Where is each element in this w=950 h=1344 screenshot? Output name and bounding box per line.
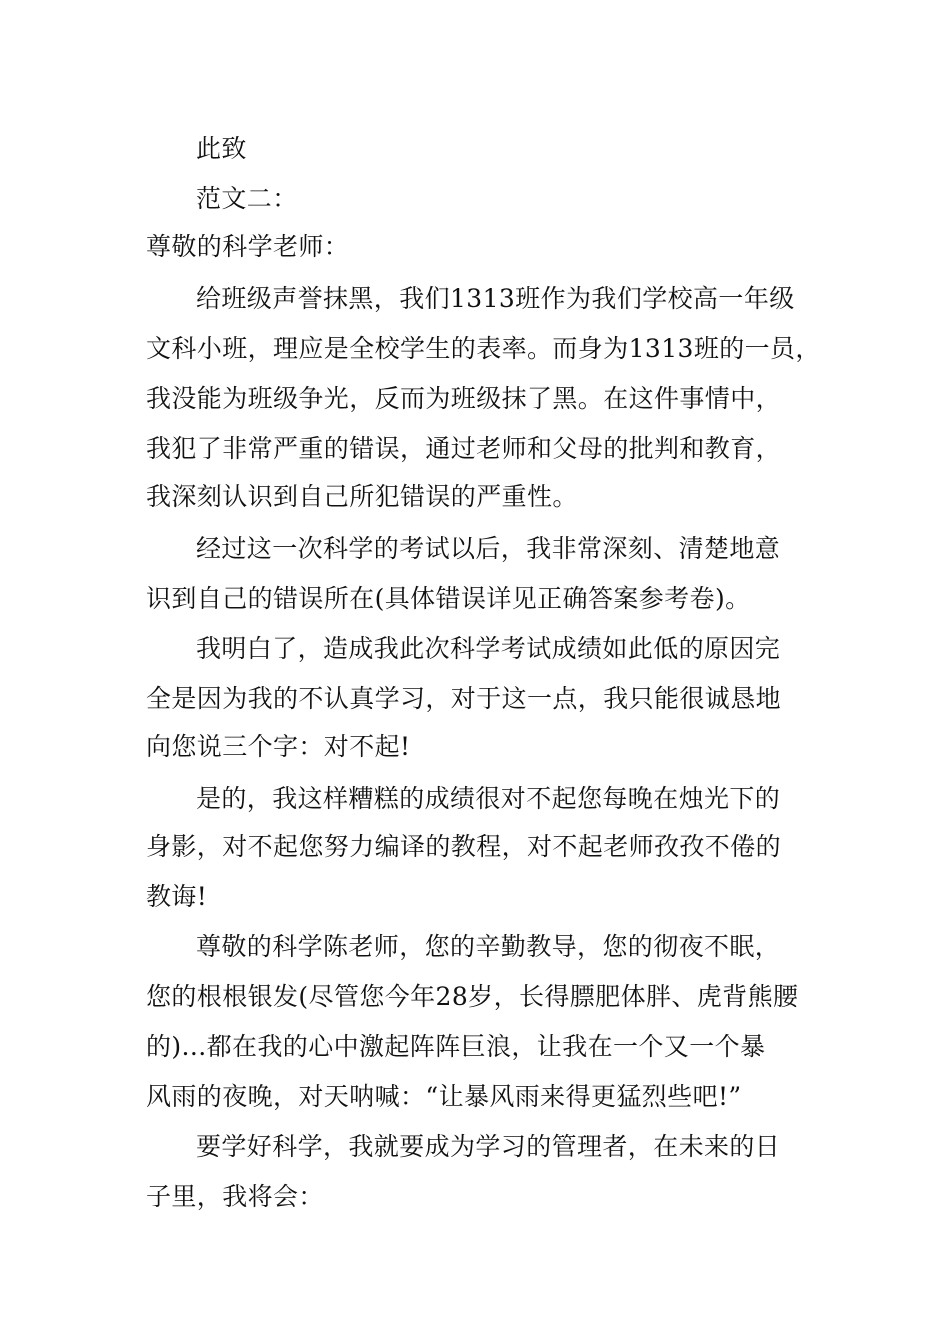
paragraph-1-line-2: 文科小班，理应是全校学生的表率。而身为1313班的一员， (146, 334, 821, 363)
paragraph-1-line-4: 我犯了非常严重的错误，通过老师和父母的批判和教育， (146, 434, 782, 463)
paragraph-5-line-3: 的)...都在我的心中激起阵阵巨浪，让我在一个又一个暴 (146, 1032, 766, 1061)
paragraph-5-line-4: 风雨的夜晚，对天呐喊：“让暴风雨来得更猛烈些吧!” (146, 1082, 742, 1111)
paragraph-1-line-1: 给班级声誉抹黑，我们1313班作为我们学校高一年级 (196, 284, 795, 313)
paragraph-5-line-1: 尊敬的科学陈老师，您的辛勤教导，您的彻夜不眠， (196, 932, 781, 961)
paragraph-6-line-1: 要学好科学，我就要成为学习的管理者，在未来的日 (196, 1132, 781, 1161)
salutation: 尊敬的科学老师： (146, 232, 350, 261)
section-title: 范文二： (196, 184, 298, 213)
paragraph-3-line-1: 我明白了，造成我此次科学考试成绩如此低的原因完 (196, 634, 781, 663)
paragraph-3-line-2: 全是因为我的不认真学习，对于这一点，我只能很诚恳地 (146, 684, 782, 713)
paragraph-4-line-3: 教诲! (146, 882, 208, 911)
paragraph-1-line-3: 我没能为班级争光，反而为班级抹了黑。在这件事情中， (146, 384, 782, 413)
paragraph-2-line-2: 识到自己的错误所在(具体错误详见正确答案参考卷)。 (146, 584, 751, 613)
paragraph-5-line-2: 您的根根银发(尽管您今年28岁，长得膘肥体胖、虎背熊腰 (146, 982, 799, 1011)
paragraph-3-line-3: 向您说三个字：对不起! (146, 732, 411, 761)
paragraph-4-line-1: 是的，我这样糟糕的成绩很对不起您每晚在烛光下的 (196, 784, 781, 813)
paragraph-6-line-2: 子里，我将会： (146, 1182, 324, 1211)
closing-text: 此致 (196, 134, 247, 163)
paragraph-2-line-1: 经过这一次科学的考试以后，我非常深刻、清楚地意 (196, 534, 781, 563)
paragraph-1-line-5: 我深刻认识到自己所犯错误的严重性。 (146, 482, 578, 511)
paragraph-4-line-2: 身影，对不起您努力编译的教程，对不起老师孜孜不倦的 (146, 832, 782, 861)
